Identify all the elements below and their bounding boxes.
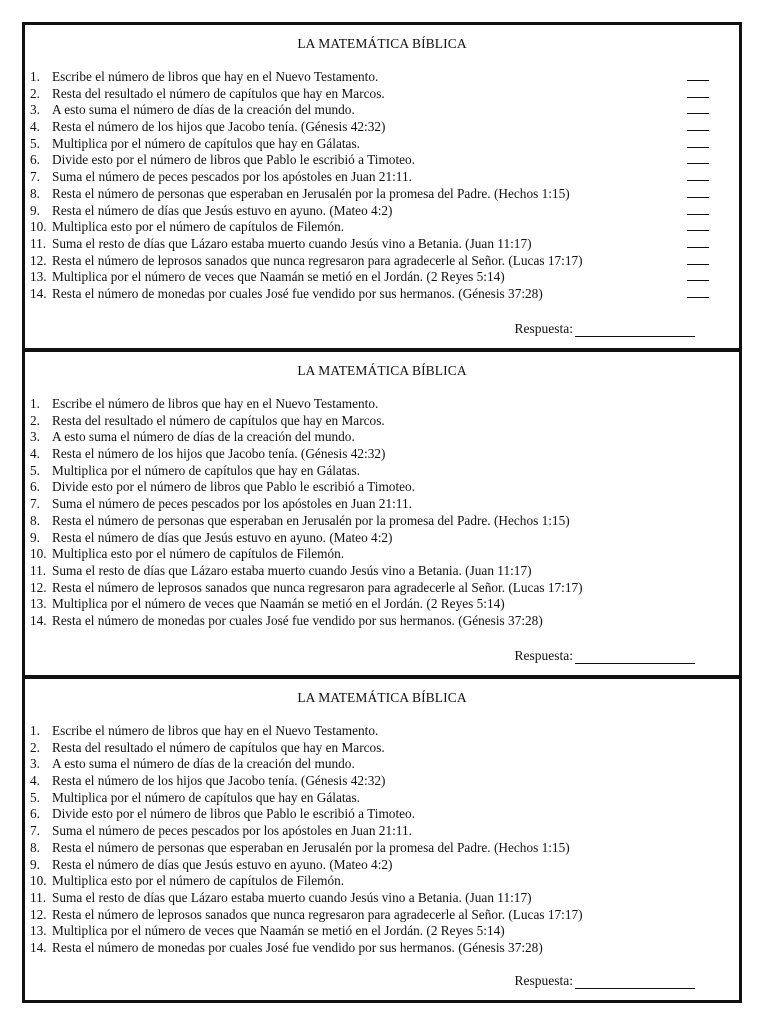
question-number: 10. bbox=[30, 873, 47, 889]
question-text: A esto suma el número de días de la creación del mundo. bbox=[52, 429, 355, 445]
question-text: Multiplica por el número de veces que Naamán se metió en el Jordán. (2 Reyes 5:14) bbox=[52, 596, 505, 612]
question-text: Suma el número de peces pescados por los apóstoles en Juan 21:11. bbox=[52, 169, 412, 185]
question-item bbox=[30, 152, 715, 169]
answer-area bbox=[515, 973, 696, 989]
question-number: 13. bbox=[30, 923, 47, 939]
question-number: 3. bbox=[30, 429, 40, 445]
question-item bbox=[30, 790, 715, 807]
answer-blank bbox=[687, 113, 709, 114]
question-number: 11. bbox=[30, 889, 47, 905]
question-text: Divide esto por el número de libros que Pablo le escribió a Timoteo. bbox=[52, 806, 416, 822]
question-item bbox=[30, 286, 715, 303]
question-item bbox=[30, 563, 715, 580]
worksheet-title: LA MATEMÁTICA BÍBLICA bbox=[297, 36, 467, 51]
question-text: Resta el número de los hijos que Jacobo tenía. (Génesis 42:32) bbox=[52, 773, 386, 789]
question-text: Suma el resto de días que Lázaro estaba muerto cuando Jesús vino a Betania. (Juan 11:17) bbox=[52, 889, 532, 905]
question-number: 11. bbox=[30, 235, 47, 251]
question-item bbox=[30, 546, 715, 563]
question-number: 12. bbox=[30, 252, 47, 268]
worksheet-3 bbox=[22, 676, 742, 1003]
question-number: 4. bbox=[30, 773, 40, 789]
answer-blank bbox=[687, 80, 709, 81]
question-number: 8. bbox=[30, 185, 40, 201]
question-text: Resta el número de los hijos que Jacobo tenía. (Génesis 42:32) bbox=[52, 446, 386, 462]
question-number: 10. bbox=[30, 219, 47, 235]
answer-blank bbox=[687, 230, 709, 231]
question-item bbox=[30, 236, 715, 253]
question-number: 11. bbox=[30, 562, 47, 578]
question-number: 8. bbox=[30, 512, 40, 528]
answer-blank bbox=[687, 247, 709, 248]
question-number: 10. bbox=[30, 546, 47, 562]
question-text: Suma el número de peces pescados por los apóstoles en Juan 21:11. bbox=[52, 496, 412, 512]
question-item bbox=[30, 136, 715, 153]
question-item bbox=[30, 102, 715, 119]
question-text: Resta el número de leprosos sanados que nunca regresaron para agradecerle al Señor. (Lucas 17:17) bbox=[52, 252, 583, 268]
question-item bbox=[30, 740, 715, 757]
question-text: Multiplica esto por el número de capítulos de Filemón. bbox=[52, 873, 345, 889]
question-item bbox=[30, 463, 715, 480]
question-text: Resta el número de monedas por cuales José fue vendido por sus hermanos. (Génesis 37:28) bbox=[52, 939, 543, 955]
question-number: 2. bbox=[30, 412, 40, 428]
question-text: Escribe el número de libros que hay en el Nuevo Testamento. bbox=[52, 723, 379, 738]
question-item bbox=[30, 806, 715, 823]
question-item bbox=[30, 773, 715, 790]
question-text: Resta el número de personas que esperaban en Jerusalén por la promesa del Padre. (Hechos 1:15) bbox=[52, 512, 570, 528]
question-text: Resta del resultado el número de capítulos que hay en Marcos. bbox=[52, 85, 385, 101]
answer-line bbox=[575, 650, 695, 664]
question-item bbox=[30, 446, 715, 463]
question-list bbox=[30, 723, 715, 957]
question-text: Multiplica por el número de veces que Naamán se metió en el Jordán. (2 Reyes 5:14) bbox=[52, 923, 505, 939]
question-number: 4. bbox=[30, 119, 40, 135]
worksheet-1 bbox=[22, 22, 742, 351]
question-number: 13. bbox=[30, 596, 47, 612]
answer-blank bbox=[687, 297, 709, 298]
question-item bbox=[30, 907, 715, 924]
question-item bbox=[30, 923, 715, 940]
question-number: 9. bbox=[30, 202, 40, 218]
question-text: Resta el número de días que Jesús estuvo en ayuno. (Mateo 4:2) bbox=[52, 856, 393, 872]
question-text: Multiplica esto por el número de capítulos de Filemón. bbox=[52, 546, 345, 562]
question-text: Resta el número de días que Jesús estuvo en ayuno. (Mateo 4:2) bbox=[52, 202, 393, 218]
question-text: Multiplica por el número de capítulos que hay en Gálatas. bbox=[52, 789, 360, 805]
question-item bbox=[30, 69, 715, 86]
question-item bbox=[30, 530, 715, 547]
question-item bbox=[30, 269, 715, 286]
question-text: Divide esto por el número de libros que Pablo le escribió a Timoteo. bbox=[52, 152, 416, 168]
question-text: Resta del resultado el número de capítulos que hay en Marcos. bbox=[52, 739, 385, 755]
question-number: 8. bbox=[30, 839, 40, 855]
question-number: 12. bbox=[30, 579, 47, 595]
answer-line bbox=[575, 323, 695, 337]
question-text: A esto suma el número de días de la creación del mundo. bbox=[52, 102, 355, 118]
question-text: Resta el número de personas que esperaban en Jerusalén por la promesa del Padre. (Hechos 1:15) bbox=[52, 185, 570, 201]
question-number: 3. bbox=[30, 756, 40, 772]
question-number: 6. bbox=[30, 479, 40, 495]
question-number: 7. bbox=[30, 823, 40, 839]
worksheet-2 bbox=[22, 349, 742, 678]
question-text: Resta el número de personas que esperaban en Jerusalén por la promesa del Padre. (Hechos 1:15) bbox=[52, 839, 570, 855]
question-item bbox=[30, 219, 715, 236]
question-list bbox=[30, 396, 715, 630]
question-item bbox=[30, 496, 715, 513]
question-number: 3. bbox=[30, 102, 40, 118]
answer-label: Respuesta: bbox=[514, 973, 573, 988]
question-number: 2. bbox=[30, 739, 40, 755]
question-item bbox=[30, 119, 715, 136]
answer-blank bbox=[687, 147, 709, 148]
question-item bbox=[30, 723, 715, 740]
question-item bbox=[30, 86, 715, 103]
question-number: 14. bbox=[30, 285, 47, 301]
question-item bbox=[30, 186, 715, 203]
question-text: A esto suma el número de días de la creación del mundo. bbox=[52, 756, 355, 772]
question-number: 14. bbox=[30, 939, 47, 955]
answer-blank bbox=[687, 280, 709, 281]
question-item bbox=[30, 873, 715, 890]
question-list bbox=[30, 69, 715, 303]
worksheet-title: LA MATEMÁTICA BÍBLICA bbox=[297, 690, 467, 705]
question-item bbox=[30, 940, 715, 957]
question-number: 9. bbox=[30, 856, 40, 872]
question-item bbox=[30, 823, 715, 840]
answer-blank bbox=[687, 264, 709, 265]
question-number: 6. bbox=[30, 806, 40, 822]
question-item bbox=[30, 253, 715, 270]
question-number: 5. bbox=[30, 462, 40, 478]
question-text: Resta del resultado el número de capítulos que hay en Marcos. bbox=[52, 412, 385, 428]
question-number: 9. bbox=[30, 529, 40, 545]
question-item bbox=[30, 756, 715, 773]
question-number: 7. bbox=[30, 496, 40, 512]
question-number: 2. bbox=[30, 85, 40, 101]
answer-blank bbox=[687, 130, 709, 131]
answer-blank bbox=[687, 197, 709, 198]
question-text: Resta el número de monedas por cuales José fue vendido por sus hermanos. (Génesis 37:28) bbox=[52, 612, 543, 628]
question-number: 12. bbox=[30, 906, 47, 922]
question-text: Multiplica por el número de capítulos que hay en Gálatas. bbox=[52, 135, 360, 151]
question-item bbox=[30, 613, 715, 630]
answer-label: Respuesta: bbox=[514, 648, 573, 663]
question-item bbox=[30, 479, 715, 496]
question-text: Multiplica por el número de veces que Naamán se metió en el Jordán. (2 Reyes 5:14) bbox=[52, 269, 505, 285]
question-number: 7. bbox=[30, 169, 40, 185]
answer-blank bbox=[687, 163, 709, 164]
question-item bbox=[30, 429, 715, 446]
question-number: 4. bbox=[30, 446, 40, 462]
question-number: 6. bbox=[30, 152, 40, 168]
answer-line bbox=[575, 975, 695, 989]
question-text: Multiplica esto por el número de capítulos de Filemón. bbox=[52, 219, 345, 235]
question-text: Suma el número de peces pescados por los apóstoles en Juan 21:11. bbox=[52, 823, 412, 839]
question-item bbox=[30, 396, 715, 413]
question-item bbox=[30, 890, 715, 907]
question-item bbox=[30, 513, 715, 530]
question-text: Resta el número de días que Jesús estuvo en ayuno. (Mateo 4:2) bbox=[52, 529, 393, 545]
answer-label: Respuesta: bbox=[514, 321, 573, 336]
question-item bbox=[30, 840, 715, 857]
question-text: Resta el número de los hijos que Jacobo tenía. (Génesis 42:32) bbox=[52, 119, 386, 135]
answer-area bbox=[515, 648, 696, 664]
question-text: Escribe el número de libros que hay en el Nuevo Testamento. bbox=[52, 396, 379, 411]
question-number: 1. bbox=[30, 396, 40, 411]
question-text: Suma el resto de días que Lázaro estaba muerto cuando Jesús vino a Betania. (Juan 11:17) bbox=[52, 235, 532, 251]
worksheet-title: LA MATEMÁTICA BÍBLICA bbox=[297, 363, 467, 378]
answer-blank bbox=[687, 97, 709, 98]
question-number: 5. bbox=[30, 135, 40, 151]
answer-area bbox=[515, 321, 696, 337]
question-number: 1. bbox=[30, 723, 40, 738]
question-number: 14. bbox=[30, 612, 47, 628]
answer-blank bbox=[687, 180, 709, 181]
question-item bbox=[30, 857, 715, 874]
question-text: Resta el número de leprosos sanados que nunca regresaron para agradecerle al Señor. (Lucas 17:17) bbox=[52, 579, 583, 595]
question-number: 1. bbox=[30, 69, 40, 84]
question-text: Suma el resto de días que Lázaro estaba muerto cuando Jesús vino a Betania. (Juan 11:17) bbox=[52, 562, 532, 578]
question-text: Resta el número de leprosos sanados que nunca regresaron para agradecerle al Señor. (Lucas 17:17) bbox=[52, 906, 583, 922]
question-number: 5. bbox=[30, 789, 40, 805]
question-item bbox=[30, 203, 715, 220]
question-item bbox=[30, 413, 715, 430]
question-text: Resta el número de monedas por cuales José fue vendido por sus hermanos. (Génesis 37:28) bbox=[52, 285, 543, 301]
question-item bbox=[30, 580, 715, 597]
question-text: Divide esto por el número de libros que Pablo le escribió a Timoteo. bbox=[52, 479, 416, 495]
question-item bbox=[30, 596, 715, 613]
answer-blank bbox=[687, 214, 709, 215]
question-text: Multiplica por el número de capítulos que hay en Gálatas. bbox=[52, 462, 360, 478]
question-text: Escribe el número de libros que hay en el Nuevo Testamento. bbox=[52, 69, 379, 84]
question-item bbox=[30, 169, 715, 186]
question-number: 13. bbox=[30, 269, 47, 285]
